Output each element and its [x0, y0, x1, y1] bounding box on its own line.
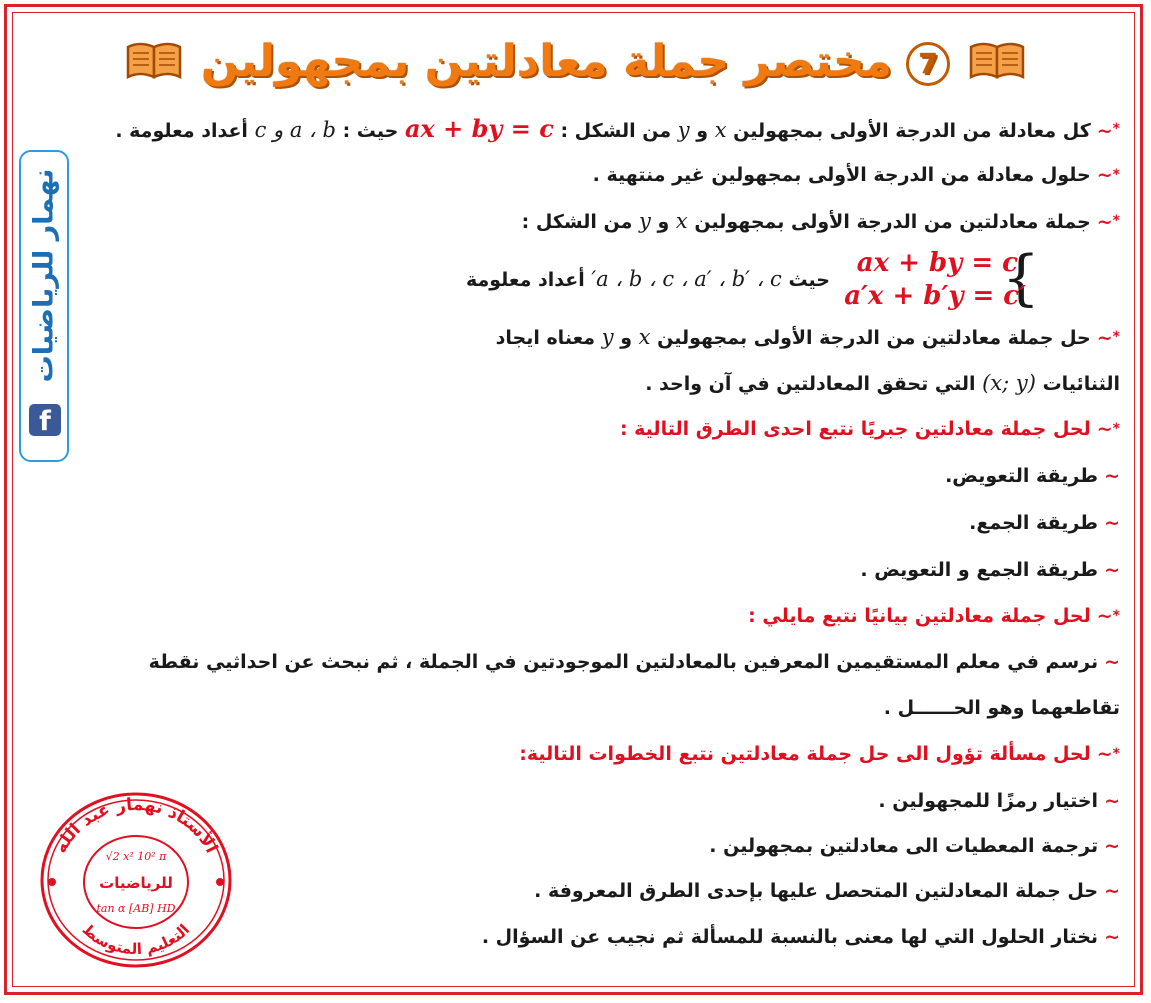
section-heading: لحل جملة معادلتين بيانيًا نتبع مايلي : [748, 605, 1091, 627]
system-eq-1: ax + by = c [856, 248, 1018, 278]
stamp-middle-text: للرياضيات [99, 874, 173, 892]
tilde-marker: ~ [1096, 418, 1113, 440]
line-16 [709, 831, 1120, 861]
math-var: y [601, 325, 614, 349]
system-eq-2: a′x + b′y = c′ [844, 281, 1026, 311]
stamp-bottom-text: التعليم المتوسط [78, 920, 194, 959]
tilde-marker: ~ [1104, 651, 1120, 673]
math-var: y [638, 209, 651, 233]
title-label: مختصر جملة معادلتين بمجهولين [200, 35, 893, 87]
stamp-symbols-bottom: tan α [AB] HD [96, 902, 176, 915]
open-book-icon [968, 41, 1026, 81]
line-18 [482, 922, 1120, 952]
star-marker: * [1112, 329, 1120, 345]
text: الثنائيات [1042, 373, 1120, 395]
text: نرسم في معلم المستقيمين المعرفين بالمعادلتين الموجودتين في الجملة ، ثم نبحث عن احداثيي نقطة [148, 651, 1099, 673]
stamp-top-text: الأستاذ نهمار عبد الله [50, 794, 222, 857]
math-var: x [638, 325, 651, 349]
text: جملة معادلتين من الدرجة الأولى بمجهولين [694, 211, 1091, 233]
section-heading: لحل مسألة تؤول الى حل جملة معادلتين نتبع الخطوات التالية: [519, 743, 1091, 765]
text: و [696, 120, 709, 142]
text: من الشكل : [560, 120, 672, 142]
banner-text-wrap [24, 160, 64, 390]
star-marker: * [1112, 213, 1120, 229]
line-5 [496, 322, 1120, 353]
line-10 [860, 555, 1120, 585]
text: حل جملة معادلتين من الدرجة الأولى بمجهولين [657, 327, 1091, 349]
tilde-marker: ~ [1096, 743, 1113, 765]
line-9 [969, 508, 1120, 538]
tilde-marker: ~ [1104, 790, 1120, 812]
text: أعداد معلومة . [115, 120, 248, 142]
math-var: x [714, 118, 727, 142]
line-4 [466, 264, 830, 295]
text: كل معادلة من الدرجة الأولى بمجهولين [733, 120, 1091, 142]
text: نختار الحلول التي لها معنى بالنسبة للمسألة ثم نجيب عن السؤال . [481, 926, 1099, 948]
title-row [0, 30, 1151, 92]
line-6 [645, 368, 1120, 399]
teacher-stamp [36, 790, 236, 970]
brace-symbol: { [1001, 243, 1040, 313]
star-marker: * [1112, 121, 1120, 137]
line-15 [878, 786, 1120, 816]
line-12 [149, 647, 1120, 677]
text: معناه ايجاد [495, 327, 596, 349]
tilde-marker: ~ [1096, 605, 1113, 627]
text: حيث [788, 269, 830, 291]
line-8 [945, 461, 1120, 491]
line-2 [593, 160, 1120, 190]
math-var: x [675, 209, 688, 233]
text: ترجمة المعطيات الى معادلتين بمجهولين . [709, 835, 1099, 857]
tilde-marker: ~ [1096, 211, 1113, 233]
open-book-icon [125, 41, 183, 81]
page-title [201, 36, 950, 87]
math-var: y [677, 118, 690, 142]
tilde-marker: ~ [1096, 164, 1113, 186]
text: حل جملة المعادلتين المتحصل عليها بإحدى الطرق المعروفة . [534, 880, 1099, 902]
text: من الشكل : [521, 211, 633, 233]
text: تقاطعهما وهو الحــــــل . [883, 697, 1120, 719]
text: اختيار رمزًا للمجهولين . [878, 790, 1099, 812]
line-11 [748, 601, 1120, 631]
line-7 [620, 414, 1120, 444]
title-number-badge: 7 [906, 42, 950, 86]
tilde-marker: ~ [1104, 559, 1120, 581]
star-marker: * [1112, 746, 1120, 762]
line-13 [884, 693, 1120, 723]
math-vars: a ، b ، c ، a′ ، b′ ، c′ [591, 267, 782, 291]
text: حيث : [342, 120, 399, 142]
tilde-marker: ~ [1104, 880, 1120, 902]
text: طريقة الجمع. [969, 512, 1099, 534]
tilde-marker: ~ [1096, 120, 1113, 142]
star-marker: * [1112, 608, 1120, 624]
text: و [620, 327, 632, 349]
tilde-marker: ~ [1104, 465, 1120, 487]
text: طريقة الجمع و التعويض . [860, 559, 1099, 581]
facebook-icon[interactable]: f [29, 404, 61, 436]
tilde-marker: ~ [1096, 327, 1113, 349]
math-vars: a ، b و c [254, 118, 336, 142]
line-17 [534, 876, 1120, 906]
text: حلول معادلة من الدرجة الأولى بمجهولين غير منتهية . [592, 164, 1091, 186]
text: طريقة التعويض. [945, 465, 1099, 487]
line-14 [519, 739, 1120, 769]
stamp-symbols-top: √2 x² 10² π [105, 850, 167, 863]
tilde-marker: ~ [1104, 926, 1120, 948]
line-1 [115, 114, 1120, 146]
tilde-marker: ~ [1104, 835, 1120, 857]
text: التي تحقق المعادلتين في آن واحد . [645, 373, 976, 395]
equation: ax + by = c [404, 114, 554, 143]
text: و [657, 211, 670, 233]
star-marker: * [1112, 421, 1120, 437]
section-heading: لحل جملة معادلتين جبريًا نتبع احدى الطرق التالية : [619, 418, 1091, 440]
tilde-marker: ~ [1104, 512, 1120, 534]
star-marker: * [1112, 167, 1120, 183]
text: أعداد معلومة [465, 269, 585, 291]
line-3 [522, 206, 1120, 237]
banner-text: نهمار للرياضيات [28, 168, 60, 382]
math-pair: (x; y) [982, 371, 1036, 395]
